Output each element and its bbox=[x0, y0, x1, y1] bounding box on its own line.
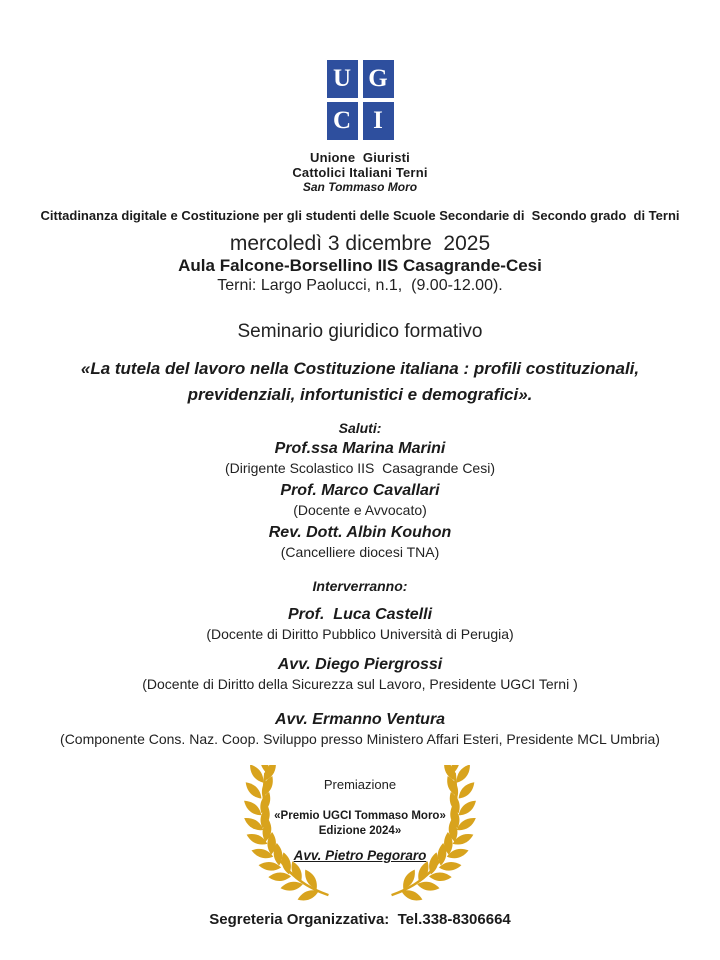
event-date: mercoledì 3 dicembre 2025 bbox=[229, 232, 491, 255]
seminar-title-line2: previdenziali, infortunistici e demografici». bbox=[187, 385, 533, 404]
logo-tile-c: C bbox=[327, 102, 358, 140]
list-item bbox=[0, 710, 720, 749]
person-name: Avv. Ermanno Ventura bbox=[274, 711, 446, 728]
list-item bbox=[0, 523, 720, 562]
event-venue: Aula Falcone-Borsellino IIS Casagrande-Cesi bbox=[178, 256, 542, 275]
logo-tile-g: G bbox=[363, 60, 394, 98]
seminar-type: Seminario giuridico formativo bbox=[237, 321, 483, 342]
list-item bbox=[0, 439, 720, 478]
person-role: (Docente di Diritto della Sicurezza sul Lavoro, Presidente UGCI Terni ) bbox=[142, 676, 578, 692]
interventi-heading: Interverranno: bbox=[312, 578, 408, 594]
footer-contact: Segreteria Organizzativa: Tel.338-8306664 bbox=[209, 911, 511, 928]
org-motto: San Tommaso Moro bbox=[302, 180, 418, 194]
list-item bbox=[0, 605, 720, 644]
saluti-heading: Saluti: bbox=[338, 420, 382, 436]
org-name-line1: Unione Giuristi bbox=[310, 150, 410, 165]
person-name: Rev. Dott. Albin Kouhon bbox=[268, 524, 452, 541]
interventi-list bbox=[0, 605, 720, 749]
person-role: (Cancelliere diocesi TNA) bbox=[280, 544, 440, 560]
saluti-list bbox=[0, 439, 720, 562]
person-name: Avv. Diego Piergrossi bbox=[277, 656, 443, 673]
person-name: Prof.ssa Marina Marini bbox=[274, 440, 446, 457]
award-section bbox=[210, 765, 510, 903]
person-role: (Dirigente Scolastico IIS Casagrande Cesi) bbox=[224, 460, 495, 476]
event-audience: Cittadinanza digitale e Costituzione per gli studenti delle Scuole Secondarie di Secondo grado di Terni bbox=[40, 208, 680, 223]
award-title-line1: «Premio UGCI Tommaso Moro» bbox=[274, 810, 446, 822]
org-name-line2: Cattolici Italiani Terni bbox=[292, 165, 428, 180]
person-name: Prof. Marco Cavallari bbox=[280, 482, 440, 499]
person-role: (Componente Cons. Naz. Coop. Sviluppo presso Ministero Affari Esteri, Presidente MCL Umbria) bbox=[60, 731, 660, 747]
logo-tile-u: U bbox=[327, 60, 358, 98]
list-item bbox=[0, 655, 720, 694]
award-heading: Premiazione bbox=[323, 777, 397, 792]
seminar-title bbox=[0, 356, 720, 408]
seminar-title-line1: «La tutela del lavoro nella Costituzione italiana : profili costituzionali, bbox=[80, 359, 640, 378]
award-text bbox=[210, 777, 510, 865]
person-role: (Docente di Diritto Pubblico Università di Perugia) bbox=[206, 626, 514, 642]
award-title-line2: Edizione 2024» bbox=[318, 825, 402, 837]
logo-tile-i: I bbox=[363, 102, 394, 140]
award-winner: Avv. Pietro Pegoraro bbox=[293, 848, 427, 863]
event-address: Terni: Largo Paolucci, n.1, (9.00-12.00). bbox=[217, 277, 503, 294]
person-role: (Docente e Avvocato) bbox=[293, 502, 427, 518]
list-item bbox=[0, 481, 720, 520]
ugci-logo bbox=[0, 60, 720, 140]
person-name: Prof. Luca Castelli bbox=[287, 606, 433, 623]
